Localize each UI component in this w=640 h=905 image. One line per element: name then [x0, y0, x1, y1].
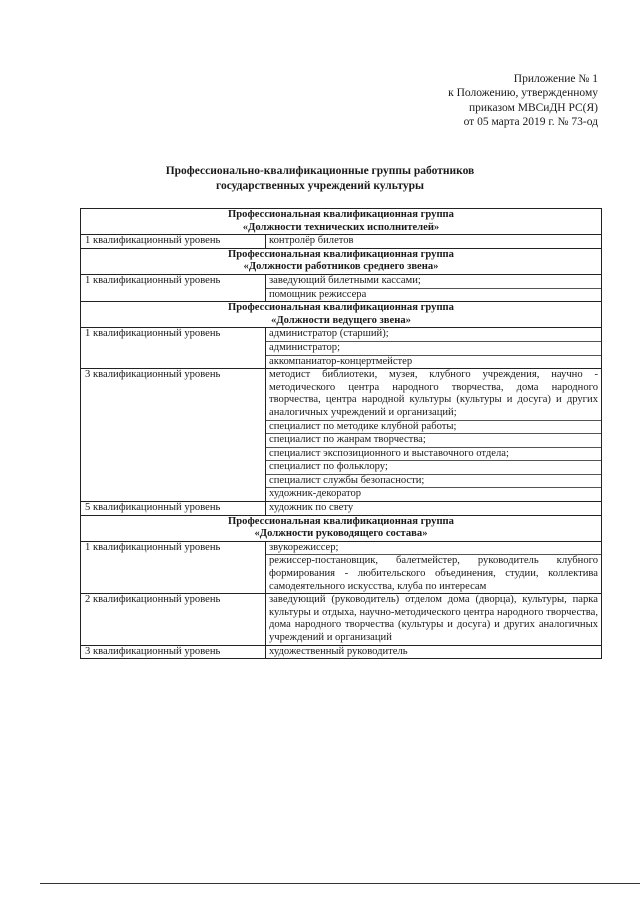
positions-cell [266, 541, 602, 593]
table-row [81, 541, 602, 593]
table-row [81, 502, 602, 516]
position-item: специалист по фольклору; [266, 460, 601, 474]
group-heading-line-1: Профессиональная квалификационная группа [228, 248, 454, 260]
position-item: специалист экспозиционного и выставочного отдела; [266, 447, 601, 461]
qualification-groups-table [80, 208, 602, 659]
qualification-level: 1 квалификационный уровень [81, 541, 266, 593]
group-heading-line-1: Профессиональная квалификационная группа [228, 515, 454, 527]
positions-cell [266, 594, 602, 645]
qualification-level: 1 квалификационный уровень [81, 235, 266, 249]
position-item: режиссер-постановщик, балетмейстер, руководитель клубного формирования - любительского объединения, студии, коллектива самодеятельного искусства, клуба по интересам [266, 554, 601, 593]
group-header-row [81, 209, 602, 235]
positions-cell [266, 328, 602, 369]
qualification-level: 3 квалификационный уровень [81, 645, 266, 659]
group-header-row [81, 515, 602, 541]
table-row [81, 369, 602, 502]
document-title-line-2: государственных учреждений культуры [216, 179, 424, 192]
position-item: специалист службы безопасности; [266, 474, 601, 488]
table-row [81, 235, 602, 249]
appendix-date: от 05 марта 2019 г. № 73-од [463, 115, 598, 128]
qualification-level: 1 квалификационный уровень [81, 328, 266, 369]
group-heading [81, 248, 602, 274]
positions-cell [266, 502, 602, 516]
document-title-line-1: Профессионально-квалификационные группы работников [165, 165, 475, 177]
table-row [81, 274, 602, 301]
position-item: аккомпаниатор-концертмейстер [266, 355, 601, 369]
positions-cell [266, 235, 602, 249]
position-item: помощник режиссера [266, 288, 601, 302]
position-item: специалист по методике клубной работы; [266, 420, 601, 434]
positions-cell [266, 369, 602, 502]
qualification-level: 2 квалификационный уровень [81, 594, 266, 645]
appendix-order: приказом МВСиДН РС(Я) [468, 101, 598, 114]
group-heading-line-2: «Должности работников среднего звена» [243, 261, 439, 273]
position-item: методист библиотеки, музея, клубного учреждения, научно - методического центра народного творчества, дома народного творчества, центра народной культуры (культуры и досуга) и других аналогичных учреждений и организаций; [269, 369, 598, 418]
position-item: администратор; [266, 341, 601, 355]
table-body [81, 209, 602, 659]
group-heading-line-2: «Должности руководящего состава» [254, 528, 428, 540]
appendix-regulation: к Положению, утвержденному [448, 87, 598, 100]
position-item: специалист по жанрам творчества; [266, 433, 601, 447]
position-item: администратор (старший); [269, 328, 389, 340]
position-item: художник по свету [269, 502, 354, 514]
document-title [0, 164, 640, 193]
position-item: контролёр билетов [269, 235, 354, 247]
table-row [81, 328, 602, 369]
group-heading-line-1: Профессиональная квалификационная группа [228, 209, 454, 220]
position-item: художественный руководитель [269, 645, 408, 657]
positions-cell [266, 645, 602, 659]
table-row [81, 594, 602, 645]
table-row [81, 645, 602, 659]
appendix-reference [448, 72, 598, 129]
qualification-level: 3 квалификационный уровень [81, 369, 266, 502]
qualification-level: 5 квалификационный уровень [81, 502, 266, 516]
group-heading-line-2: «Должности ведущего звена» [271, 314, 411, 326]
group-heading [81, 302, 602, 328]
group-header-row [81, 248, 602, 274]
position-item: звукорежиссер; [269, 541, 339, 553]
group-heading-line-2: «Должности технических исполнителей» [242, 221, 440, 233]
position-item: заведующий билетными кассами; [269, 274, 421, 286]
bottom-rule [40, 883, 640, 884]
position-item: заведующий (руководитель) отделом дома (дворца), культуры, парка культуры и отдыха, научно-методического центра народного творчества, дома народного творчества (культуры и досуга) и других аналогичных учреждений и организаций [269, 594, 598, 643]
group-heading [81, 209, 602, 235]
appendix-number: Приложение № 1 [513, 73, 598, 85]
positions-cell [266, 274, 602, 301]
position-item: художник-декоратор [266, 487, 601, 501]
group-heading [81, 515, 602, 541]
group-heading-line-1: Профессиональная квалификационная группа [228, 302, 454, 314]
group-header-row [81, 302, 602, 328]
qualification-level: 1 квалификационный уровень [81, 274, 266, 301]
